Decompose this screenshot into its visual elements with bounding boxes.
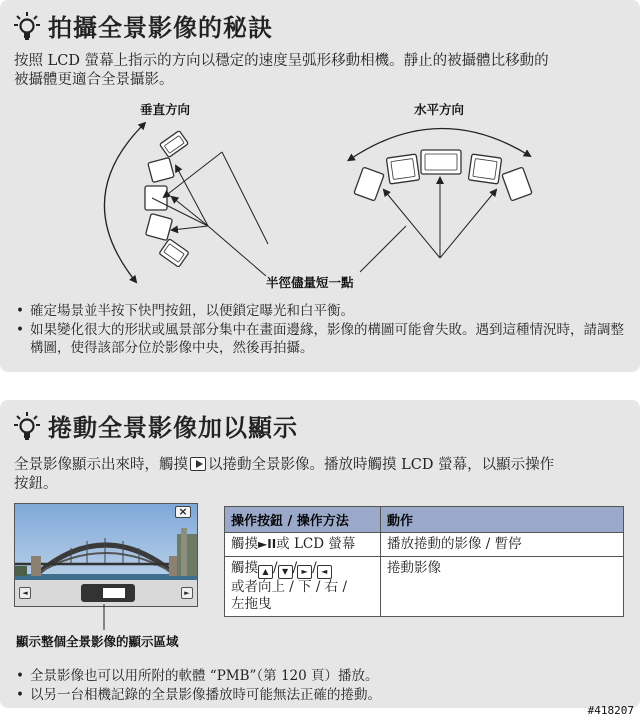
- operations-table: [224, 506, 624, 617]
- table-row: [225, 533, 624, 557]
- radius-label: 半徑儘量短一點: [266, 275, 354, 290]
- list-item: • 確定場景並半按下快門按鈕，以便鎖定曝光和白平衡。: [14, 302, 626, 320]
- vertical-frames: [145, 131, 189, 268]
- play-button-icon: [190, 457, 206, 471]
- scroll-right-button[interactable]: ►: [181, 587, 193, 599]
- down-key-icon: ▼: [278, 565, 293, 579]
- list-item: • 全景影像也可以用所附的軟體 “PMB”（第 120 頁）播放。: [14, 667, 626, 685]
- table-cell-action: 播放捲動的影像 / 暫停: [381, 533, 624, 557]
- scroll-title: 捲動全景影像加以顯示: [48, 414, 298, 442]
- up-key-icon: ▲: [258, 565, 273, 579]
- display-area-caption: 顯示整個全景影像的顯示區域: [16, 634, 179, 649]
- play-pause-icon: ►II: [258, 537, 277, 551]
- scroll-bullets: [14, 667, 626, 705]
- column-header-action: 動作: [381, 507, 624, 533]
- column-header-operation: 操作按鈕 / 操作方法: [225, 507, 381, 533]
- list-item: • 如果變化很大的形狀或風景部分集中在畫面邊緣，影像的構圖可能會失敗。遇到這種情況時，請調整構圖，使得該部分位於影像中央，然後再拍攝。: [14, 321, 626, 357]
- watermark: #418207: [587, 704, 634, 717]
- panorama-screen[interactable]: [14, 503, 198, 607]
- horizontal-direction-label: 水平方向: [414, 102, 465, 117]
- vertical-direction-label: 垂直方向: [140, 102, 191, 117]
- table-cell-operation: 觸摸►II或 LCD 螢幕: [225, 533, 381, 557]
- close-button[interactable]: ×: [175, 506, 191, 518]
- scroll-left-button[interactable]: ◄: [19, 587, 31, 599]
- list-item: • 以另一台相機記錄的全景影像播放時可能無法正確的捲動。: [14, 686, 626, 704]
- scroll-paragraph: 全景影像顯示出來時，觸摸 以捲動全景影像。播放時觸摸 LCD 螢幕，以顯示操作 按鈕。: [14, 457, 555, 492]
- table-row: [225, 557, 624, 617]
- lightbulb-icon: [14, 411, 40, 441]
- right-key-icon: ►: [297, 565, 312, 579]
- horizontal-frames: [354, 150, 532, 201]
- tips-bullets: [14, 302, 626, 358]
- table-cell-action: 捲動影像: [381, 557, 624, 617]
- tips-paragraph: 按照 LCD 螢幕上指示的方向以穩定的速度呈弧形移動相機。靜止的被攝體比移動的 被攝體更適合全景攝影。: [14, 53, 549, 88]
- table-cell-operation: 觸摸 ▲ / ▼ / ► / ◄ 或者向上 / 下 / 右 / 左拖曳: [225, 557, 381, 617]
- scroll-heading: [14, 408, 298, 443]
- table-header-row: [225, 507, 624, 533]
- display-area-window: [103, 588, 125, 598]
- left-key-icon: ◄: [317, 565, 332, 579]
- tips-title: 拍攝全景影像的秘訣: [48, 14, 273, 42]
